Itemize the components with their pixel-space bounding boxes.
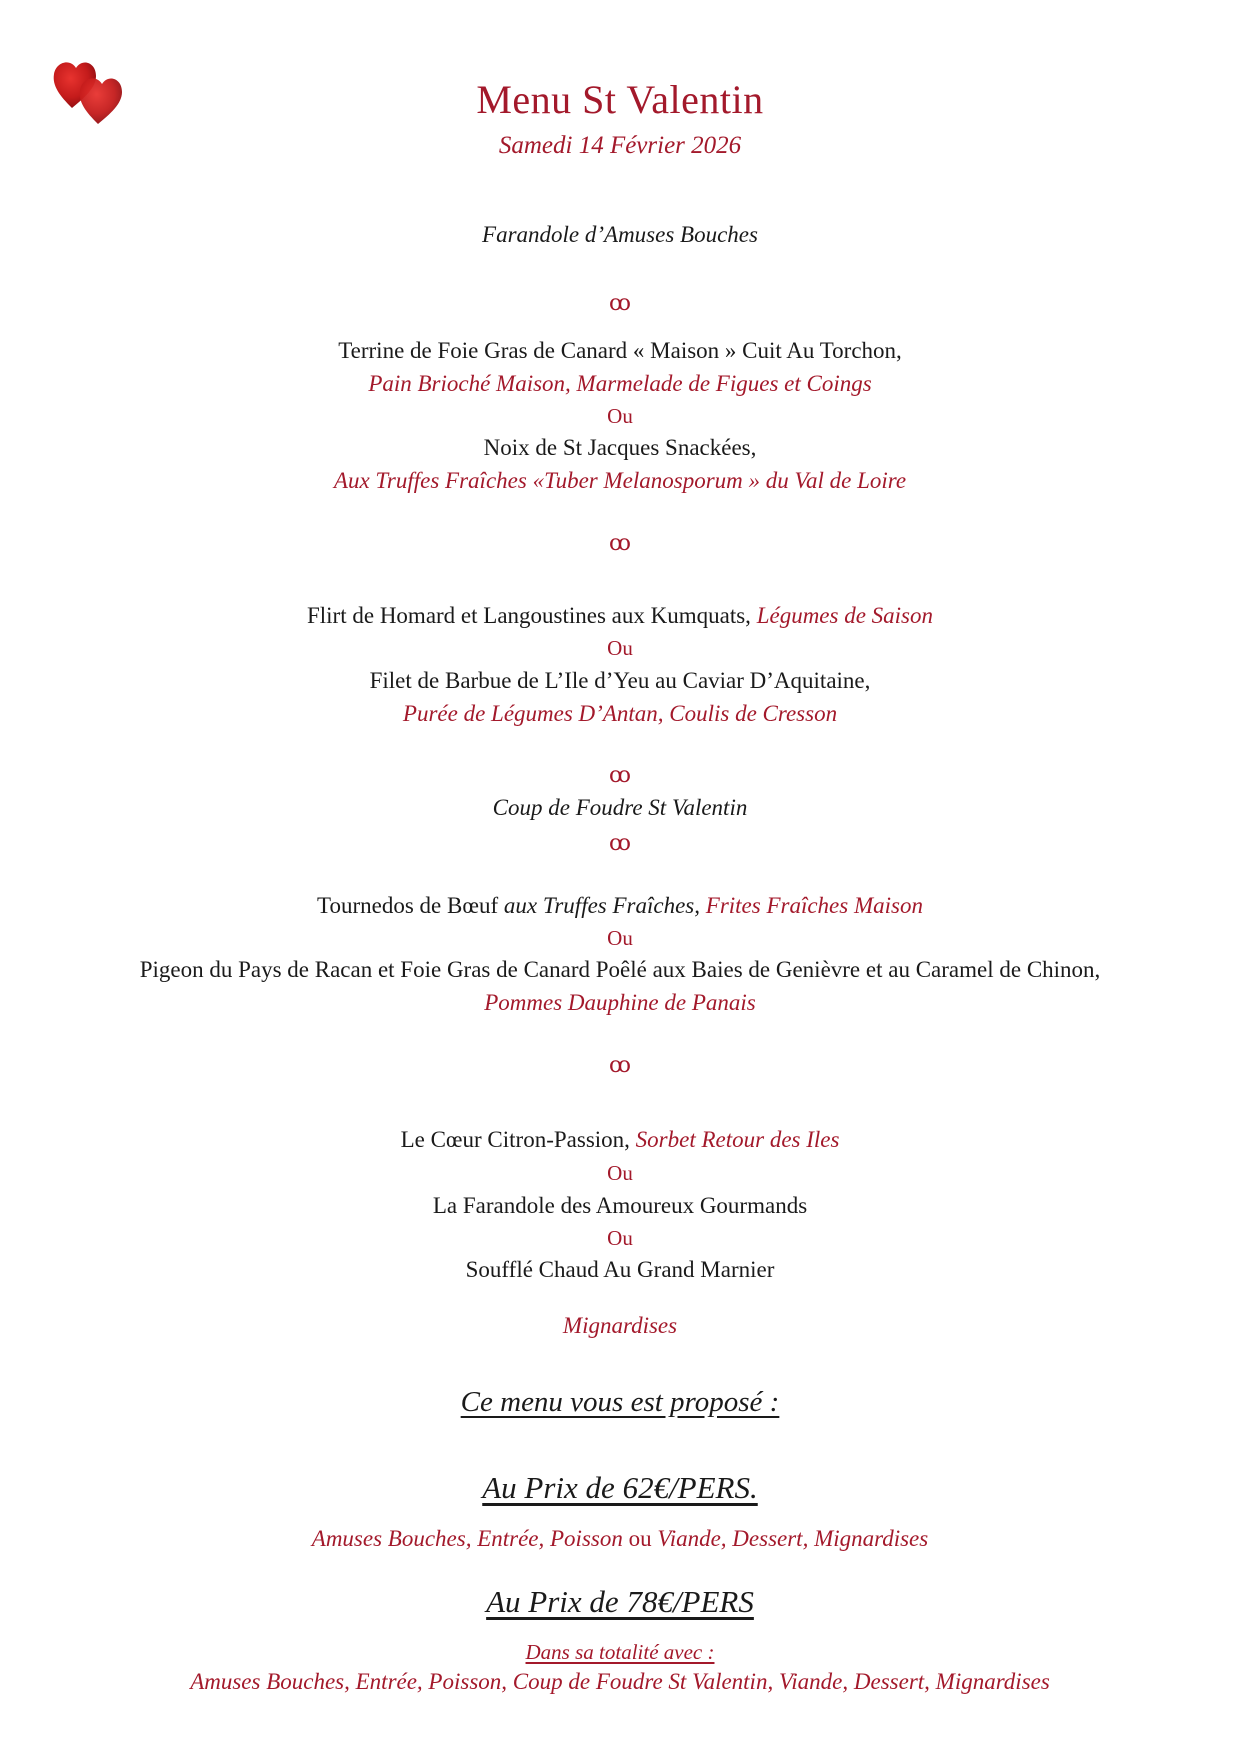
offer-1-details-a: Amuses Bouches, Entrée, Poisson — [311, 1526, 623, 1551]
dessert-dish-1 — [0, 1127, 1240, 1153]
viande-dish-1-name: Tournedos de Bœuf — [317, 893, 499, 918]
ornament-divider: ꝏ — [609, 530, 631, 555]
mignardises: Mignardises — [562, 1313, 678, 1338]
offer-2-details: Amuses Bouches, Entrée, Poisson, Coup de Foudre St Valentin, Viande, Dessert, Mignardises — [190, 1669, 1050, 1694]
viande-dish-2: Pigeon du Pays de Racan et Foie Gras de Canard Poêlé aux Baies de Genièvre et au Caramel de Chinon, — [139, 957, 1101, 982]
poisson-dish-1-side: Légumes de Saison — [756, 603, 934, 628]
dessert-dish-1-name: Le Cœur Citron-Passion, — [400, 1127, 630, 1152]
dessert-dish-1-side: Sorbet Retour des Iles — [635, 1127, 840, 1152]
offer-1-details-b: Viande, Dessert, Mignardises — [657, 1526, 929, 1551]
viande-dish-1-side: Frites Fraîches Maison — [705, 893, 923, 918]
dessert-dish-3: Soufflé Chaud Au Grand Marnier — [465, 1257, 775, 1282]
or-separator: Ou — [607, 1226, 633, 1250]
entree-dish-2-side: Aux Truffes Fraîches «Tuber Melanosporum » du Val de Loire — [333, 468, 907, 493]
offer-2-price: Au Prix de 78€/PERS — [486, 1584, 754, 1619]
viande-dish-2-side: Pommes Dauphine de Panais — [484, 990, 756, 1015]
offer-2-note: Dans sa totalité avec : — [525, 1640, 715, 1664]
ornament-divider: ꝏ — [609, 1052, 631, 1077]
offer-1-details — [0, 1526, 1240, 1552]
viande-dish-1-mid: aux Truffes Fraîches, — [503, 893, 701, 918]
menu-title: Menu St Valentin — [476, 77, 764, 122]
ornament-divider: ꝏ — [609, 762, 631, 787]
entree-dish-1: Terrine de Foie Gras de Canard « Maison » Cuit Au Torchon, — [338, 338, 902, 363]
menu-date: Samedi 14 Février 2026 — [498, 132, 742, 159]
entree-dish-2: Noix de St Jacques Snackées, — [483, 435, 757, 460]
amuse-bouche: Farandole d’Amuses Bouches — [482, 222, 758, 247]
ornament-divider: ꝏ — [609, 830, 631, 855]
ornament-divider: ꝏ — [609, 290, 631, 315]
dessert-dish-2: La Farandole des Amoureux Gourmands — [432, 1193, 808, 1218]
offer-1-price: Au Prix de 62€/PERS. — [482, 1470, 758, 1505]
or-separator: Ou — [607, 404, 633, 428]
poisson-dish-2-side: Purée de Légumes D’Antan, Coulis de Cresson — [402, 701, 838, 726]
pricing-heading: Ce menu vous est proposé : — [460, 1386, 780, 1418]
entree-dish-1-side: Pain Brioché Maison, Marmelade de Figues et Coings — [368, 371, 872, 396]
offer-1-details-or: ou — [628, 1526, 652, 1551]
viande-dish-1 — [0, 893, 1240, 919]
interlude-dish: Coup de Foudre St Valentin — [492, 795, 748, 820]
poisson-dish-1-name: Flirt de Homard et Langoustines aux Kumquats, — [306, 603, 751, 628]
or-separator: Ou — [607, 636, 633, 660]
poisson-dish-2: Filet de Barbue de L’Ile d’Yeu au Caviar D’Aquitaine, — [369, 668, 871, 693]
or-separator: Ou — [607, 926, 633, 950]
or-separator: Ou — [607, 1161, 633, 1185]
poisson-dish-1 — [0, 603, 1240, 629]
